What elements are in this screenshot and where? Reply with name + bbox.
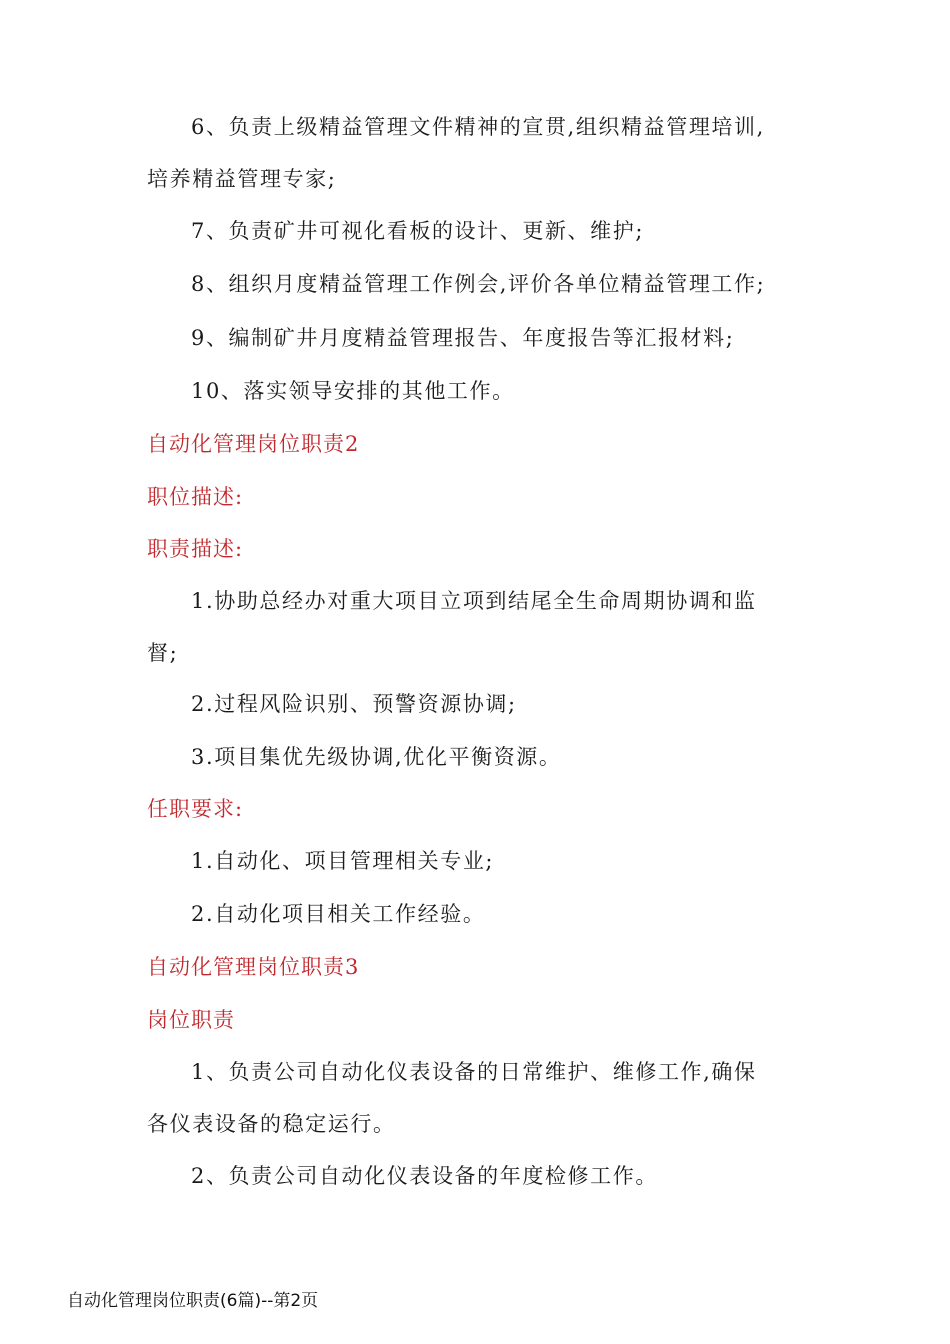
paragraph-line: 各仪表设备的稳定运行。 bbox=[147, 1112, 396, 1136]
paragraph-line: 1.自动化、项目管理相关专业; bbox=[191, 849, 495, 873]
section-heading: 任职要求: bbox=[147, 797, 244, 821]
section-heading: 自动化管理岗位职责2 bbox=[147, 432, 360, 456]
paragraph-line: 2、负责公司自动化仪表设备的年度检修工作。 bbox=[191, 1164, 658, 1188]
paragraph-line: 督; bbox=[147, 641, 179, 665]
paragraph-line: 8、组织月度精益管理工作例会,评价各单位精益管理工作; bbox=[191, 272, 766, 296]
page-footer: 自动化管理岗位职责(6篇)--第2页 bbox=[67, 1291, 319, 1311]
paragraph-line: 2.过程风险识别、预警资源协调; bbox=[191, 692, 517, 716]
section-heading: 职位描述: bbox=[147, 485, 244, 509]
section-heading: 岗位职责 bbox=[147, 1008, 235, 1032]
paragraph-line: 9、编制矿井月度精益管理报告、年度报告等汇报材料; bbox=[191, 326, 735, 350]
section-heading: 自动化管理岗位职责3 bbox=[147, 955, 360, 979]
paragraph-line: 7、负责矿井可视化看板的设计、更新、维护; bbox=[191, 219, 645, 243]
paragraph-line: 10、落实领导安排的其他工作。 bbox=[191, 379, 515, 403]
paragraph-line: 1.协助总经办对重大项目立项到结尾全生命周期协调和监 bbox=[191, 589, 757, 613]
paragraph-line: 2.自动化项目相关工作经验。 bbox=[191, 902, 486, 926]
section-heading: 职责描述: bbox=[147, 537, 244, 561]
paragraph-line: 1、负责公司自动化仪表设备的日常维护、维修工作,确保 bbox=[191, 1060, 757, 1084]
paragraph-line: 6、负责上级精益管理文件精神的宣贯,组织精益管理培训, bbox=[191, 115, 765, 139]
paragraph-line: 3.项目集优先级协调,优化平衡资源。 bbox=[191, 745, 562, 769]
paragraph-line: 培养精益管理专家; bbox=[147, 167, 337, 191]
